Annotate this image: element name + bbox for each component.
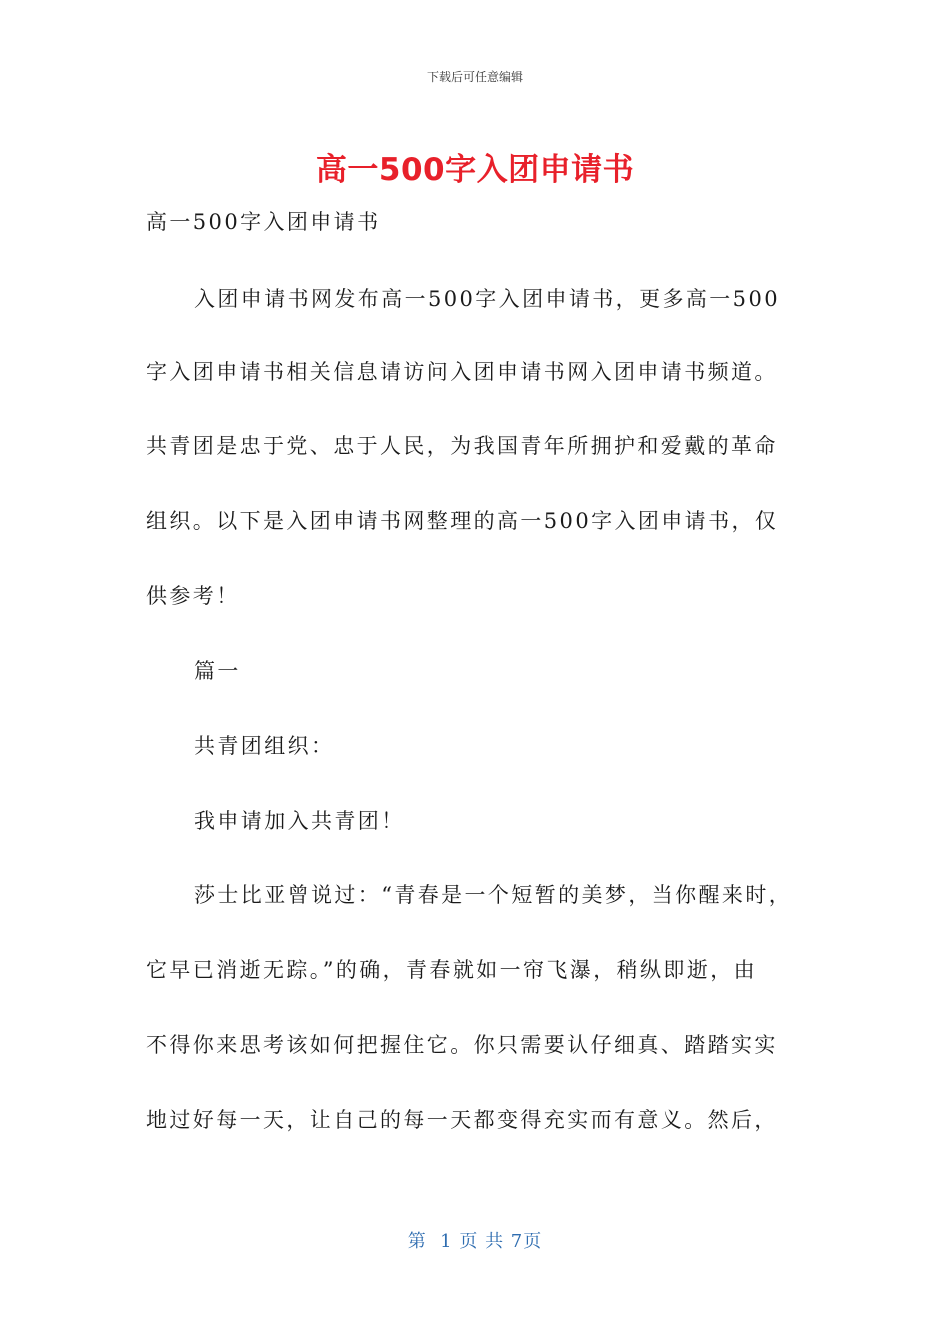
body-line: 供参考！ [146,584,240,608]
body-line: 入团申请书网发布高一500字入团申请书，更多高一500 [194,287,780,311]
header-note: 下载后可任意编辑 [426,70,523,84]
body-line: 字入团申请书相关信息请访问入团申请书网入团申请书频道。 [146,360,778,384]
section-heading: 篇一 [194,659,241,683]
salutation: 共青团组织： [194,734,335,758]
body-line: 不得你来思考该如何把握住它。你只需要认仔细真、踏踏实实 [146,1033,778,1057]
document-title: 高一500字入团申请书 [315,152,635,188]
page-number-footer: 第 1 页 共 7页 [407,1231,543,1252]
body-line: 高一500字入团申请书 [146,210,381,234]
body-line: 它早已消逝无踪。”的确，青春就如一帘飞瀑，稍纵即逝，由 [146,958,758,982]
body-line: 共青团是忠于党、忠于人民，为我国青年所拥护和爱戴的革命 [146,434,778,458]
body-line: 地过好每一天，让自己的每一天都变得充实而有意义。然后， [146,1108,778,1132]
body-line: 莎士比亚曾说过：“青春是一个短暂的美梦，当你醒来时， [194,883,793,907]
body-line: 我申请加入共青团！ [194,809,405,833]
body-line: 组织。以下是入团申请书网整理的高一500字入团申请书，仅 [146,509,779,533]
